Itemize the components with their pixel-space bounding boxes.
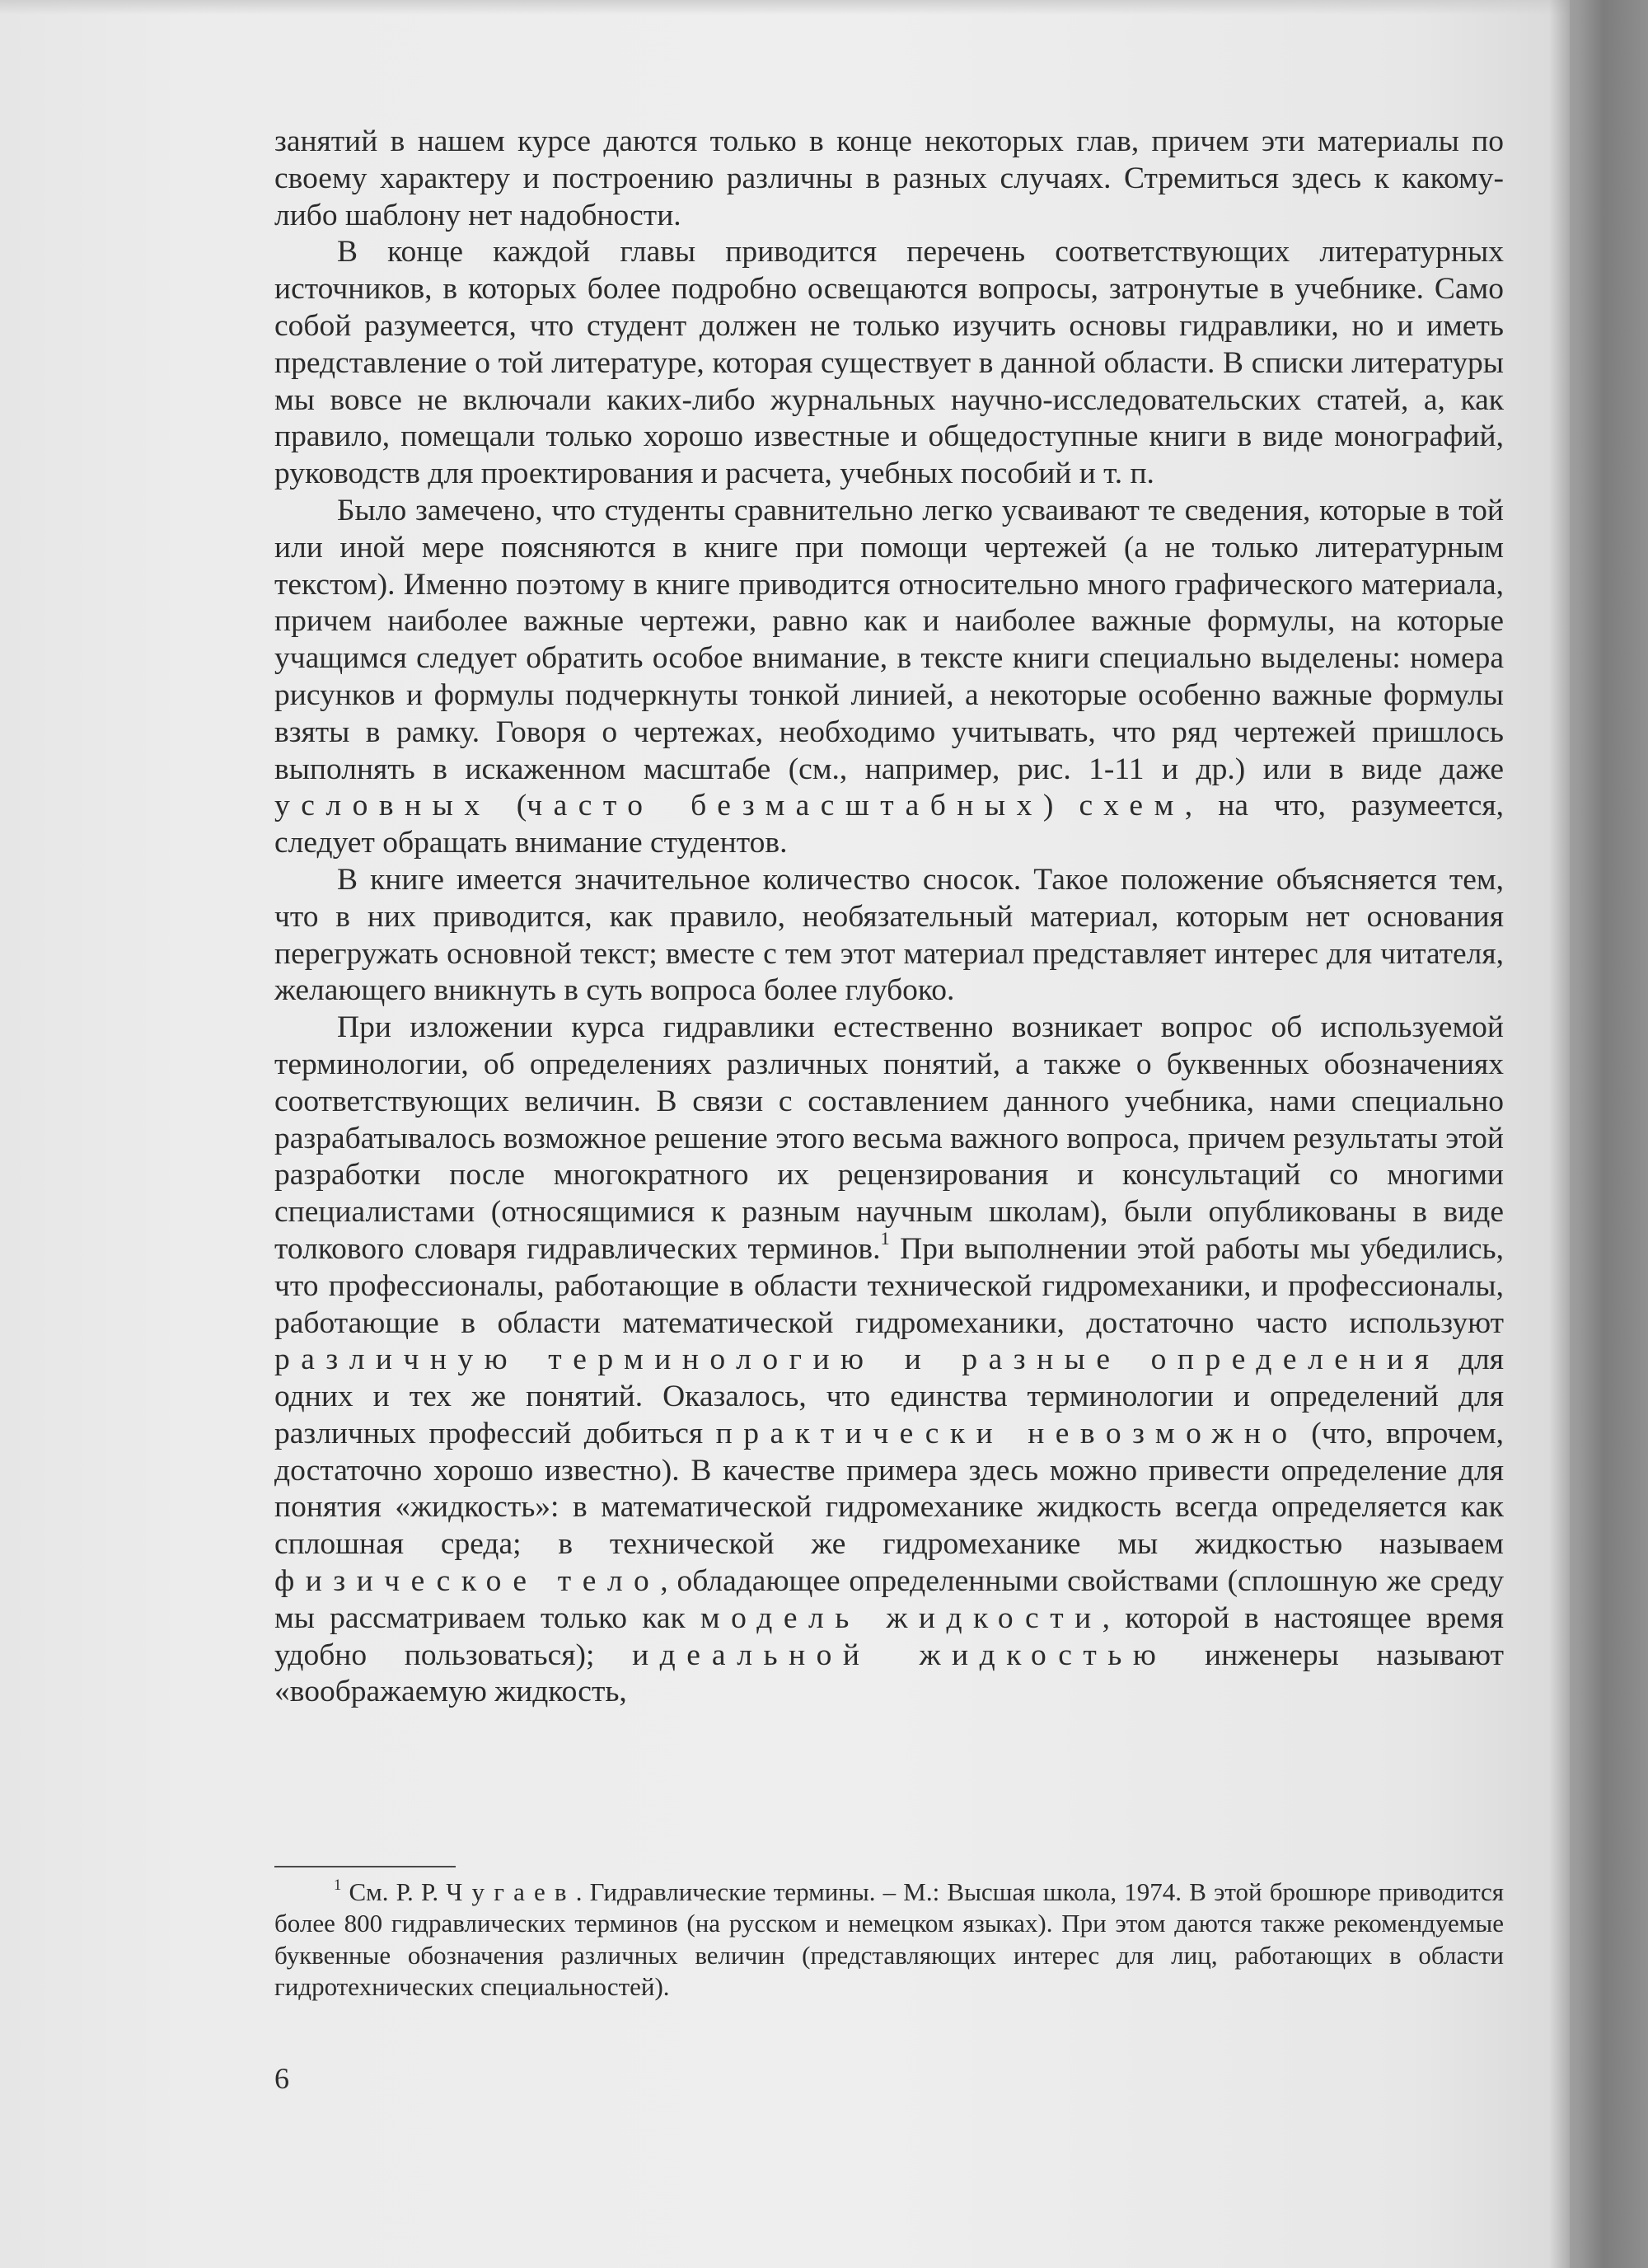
paragraph-5 — [274, 1010, 1504, 1711]
paragraph-3 — [274, 493, 1504, 862]
footnote-text-a: См. Р. Р. — [341, 1877, 447, 1906]
paragraph-2: В конце каждой главы приводится перечень соответствующих литературных источников, в которых более подробно освещаются вопросы, затронутые в учебнике. Само собой разумеется, что студент должен не только изучить основы гидравлики, но и иметь представление о той литературе, которая существует в данной области. В списки литературы мы вовсе не включали каких-либо журнальных научно-исследовательских статей, а, как правило, помещали только хорошо известные и общедоступные книги в виде монографий, руководств для проектирования и расчета, учебных пособий и т. п. — [274, 235, 1504, 491]
paragraph-3-text-d: , на что, разумеется, следует обращать внимание студентов. — [274, 789, 1504, 860]
paragraph-3-text-a: Было замечено, что студенты сравнительно легко усваивают те сведения, которые в той или иной мере поясняются в книге при помощи чертежей (а не только литературным текстом). Именно поэтому в книге приводится относительно много графического материала, причем наиболее важные чертежи, равно как и наиболее важные формулы, на которые учащимся следует обратить особое внимание, в тексте книги специально выделены: номера рисунков и формулы подчеркнуты тонкой линией, а некоторые особенно важные формулы взяты в рамку. Говоря о чертежах, необходимо учитывать, что ряд чертежей пришлось выполнять в искаженном масштабе (см., например, рис. 1-11 и др.) или в виде даже — [274, 493, 1504, 786]
emphasis-practically-impossible: практически невозможно — [715, 1416, 1299, 1450]
paragraph-4: В книге имеется значительное количество сносок. Такое положение объясняется тем, что в них приводится, как правило, необязательный материал, которым нет основания перегружать основной текст; вместе с тем этот материал представляет интерес для читателя, желающего вникнуть в суть вопроса более глубоко. — [274, 862, 1504, 1008]
paragraph-5-text-e: , обладающее определенными свойствами (сплошную же среду мы рассматриваем только как — [274, 1564, 1504, 1635]
emphasis-conditional: условных — [274, 789, 491, 823]
paragraph-5-text-g: инженеры называют «воображаемую жидкость, — [274, 1638, 1504, 1709]
footnote-divider — [274, 1866, 456, 1867]
footnote-reference[interactable]: 1 — [880, 1228, 890, 1249]
paragraph-3-text-b: ( — [490, 789, 527, 823]
page-number: 6 — [274, 2062, 289, 2095]
emphasis-different-terminology: различную терминологию и разные определения — [274, 1343, 1440, 1377]
footnote-author: Чугаев — [446, 1877, 576, 1906]
paragraph-5-text-f: , которой в настоящее время удобно пользоваться); — [274, 1600, 1504, 1672]
emphasis-often-unscaled: часто безмасштабных — [527, 789, 1043, 823]
footnote — [274, 1877, 1504, 2003]
paragraph-1: занятий в нашем курсе даются только в конце некоторых глав, причем эти материалы по своему характеру и построению различны в разных случаях. Стремиться здесь к какому-либо шаблону нет надобности. — [274, 124, 1504, 232]
footnote-marker: 1 — [334, 1876, 342, 1894]
emphasis-physical-body: физическое тело — [274, 1564, 661, 1599]
paragraph-5-text-a: При изложении курса гидравлики естественно возникает вопрос об используемой терминологии, об определениях различных понятий, а также о буквенных обозначениях соответствующих величин. В связи с составлением данного учебника, нами специально разрабатывалось возможное решение этого весьма важного вопроса, причем результаты этой разработки после многократного их рецензирования и консультаций со многими специалистами (относящимися к разным научным школам), были опубликованы в виде толкового словаря гидравлических терминов. — [274, 1010, 1504, 1266]
page-top-edge — [0, 0, 1570, 15]
paragraph-5-text-c: для одних и тех же понятий. Оказалось, что единства терминологии и определений для различных профессий добиться — [274, 1343, 1504, 1450]
paragraph-3-text-c: ) — [1042, 789, 1079, 823]
footnote-text-b: . Гидравлические термины. – М.: Высшая школа, 1974. В этой брошюре приводится более 800 гидравлических терминов (на русском и немецком языках). При этом даются также рекомендуемые буквенные обозначения различных величин (представляющих интерес для лиц, работающих в области гидротехнических специальностей). — [274, 1877, 1505, 2002]
book-spine-shadow — [1549, 0, 1648, 2268]
paragraph-5-text-d: (что, впрочем, достаточно хорошо известно). В качестве примера здесь можно привести определение для понятия «жидкость»: в математической гидромеханике жидкость всегда определяется как сплошная среда; в технической же гидромеханике мы жидкостью называем — [274, 1416, 1505, 1562]
emphasis-fluid-model: модель жидкости — [700, 1600, 1103, 1635]
paragraph-5-text-b: При выполнении этой работы мы убедились, что профессионалы, работающие в области технической гидромеханики, и профессионалы, работающие в области математической гидромеханики, достаточно часто используют — [274, 1231, 1504, 1340]
emphasis-schemes: схем — [1079, 789, 1185, 823]
body-text — [274, 124, 1504, 1711]
emphasis-ideal-fluid: идеальной жидкостью — [632, 1638, 1168, 1672]
